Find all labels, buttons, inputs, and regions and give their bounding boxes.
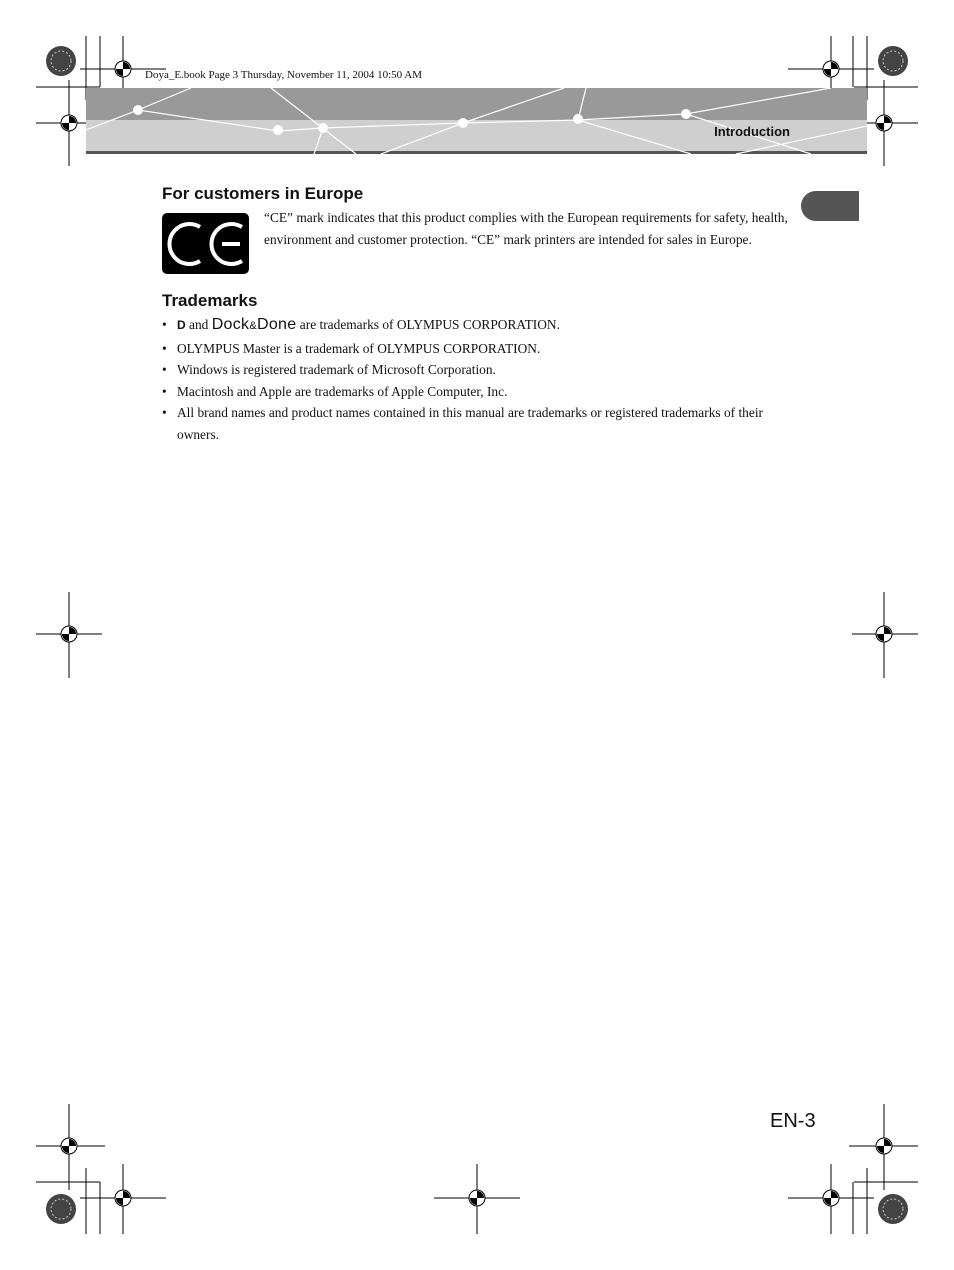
ce-mark-icon (162, 213, 249, 274)
list-item: • Windows is registered trademark of Microsoft Corporation. (162, 359, 802, 381)
chapter-tab (801, 191, 859, 221)
d-logo-icon: D (177, 318, 186, 332)
section-label: Introduction (714, 124, 790, 139)
header-band (86, 88, 867, 154)
ce-description: “CE” mark indicates that this product complies with the European requirements for safety, health, environment and customer protection. “CE” mark printers are intended for sales in Europe. (264, 210, 788, 247)
list-item: • All brand names and product names contained in this manual are trademarks or registered trademarks of their owners. (162, 402, 802, 445)
done-text: Done (257, 316, 297, 333)
and-text: and (185, 317, 212, 332)
amp-text: & (249, 320, 257, 332)
list-item: • Macintosh and Apple are trademarks of Apple Computer, Inc. (162, 381, 802, 403)
book-info-line: Doya_E.book Page 3 Thursday, November 11, 2004 10:50 AM (145, 69, 423, 81)
ce-mark-logo (162, 213, 249, 274)
trademarks-list (162, 314, 802, 445)
list-item (162, 314, 802, 338)
list-item: • OLYMPUS Master is a trademark of OLYMPUS CORPORATION. (162, 338, 802, 360)
dock-and-done-logo (212, 316, 297, 333)
dock-text: Dock (211, 316, 250, 333)
trademark-text: are trademarks of OLYMPUS CORPORATION. (296, 317, 560, 332)
europe-heading: For customers in Europe (162, 184, 364, 203)
page-number: EN-3 (770, 1110, 816, 1132)
trademarks-heading: Trademarks (162, 291, 258, 310)
